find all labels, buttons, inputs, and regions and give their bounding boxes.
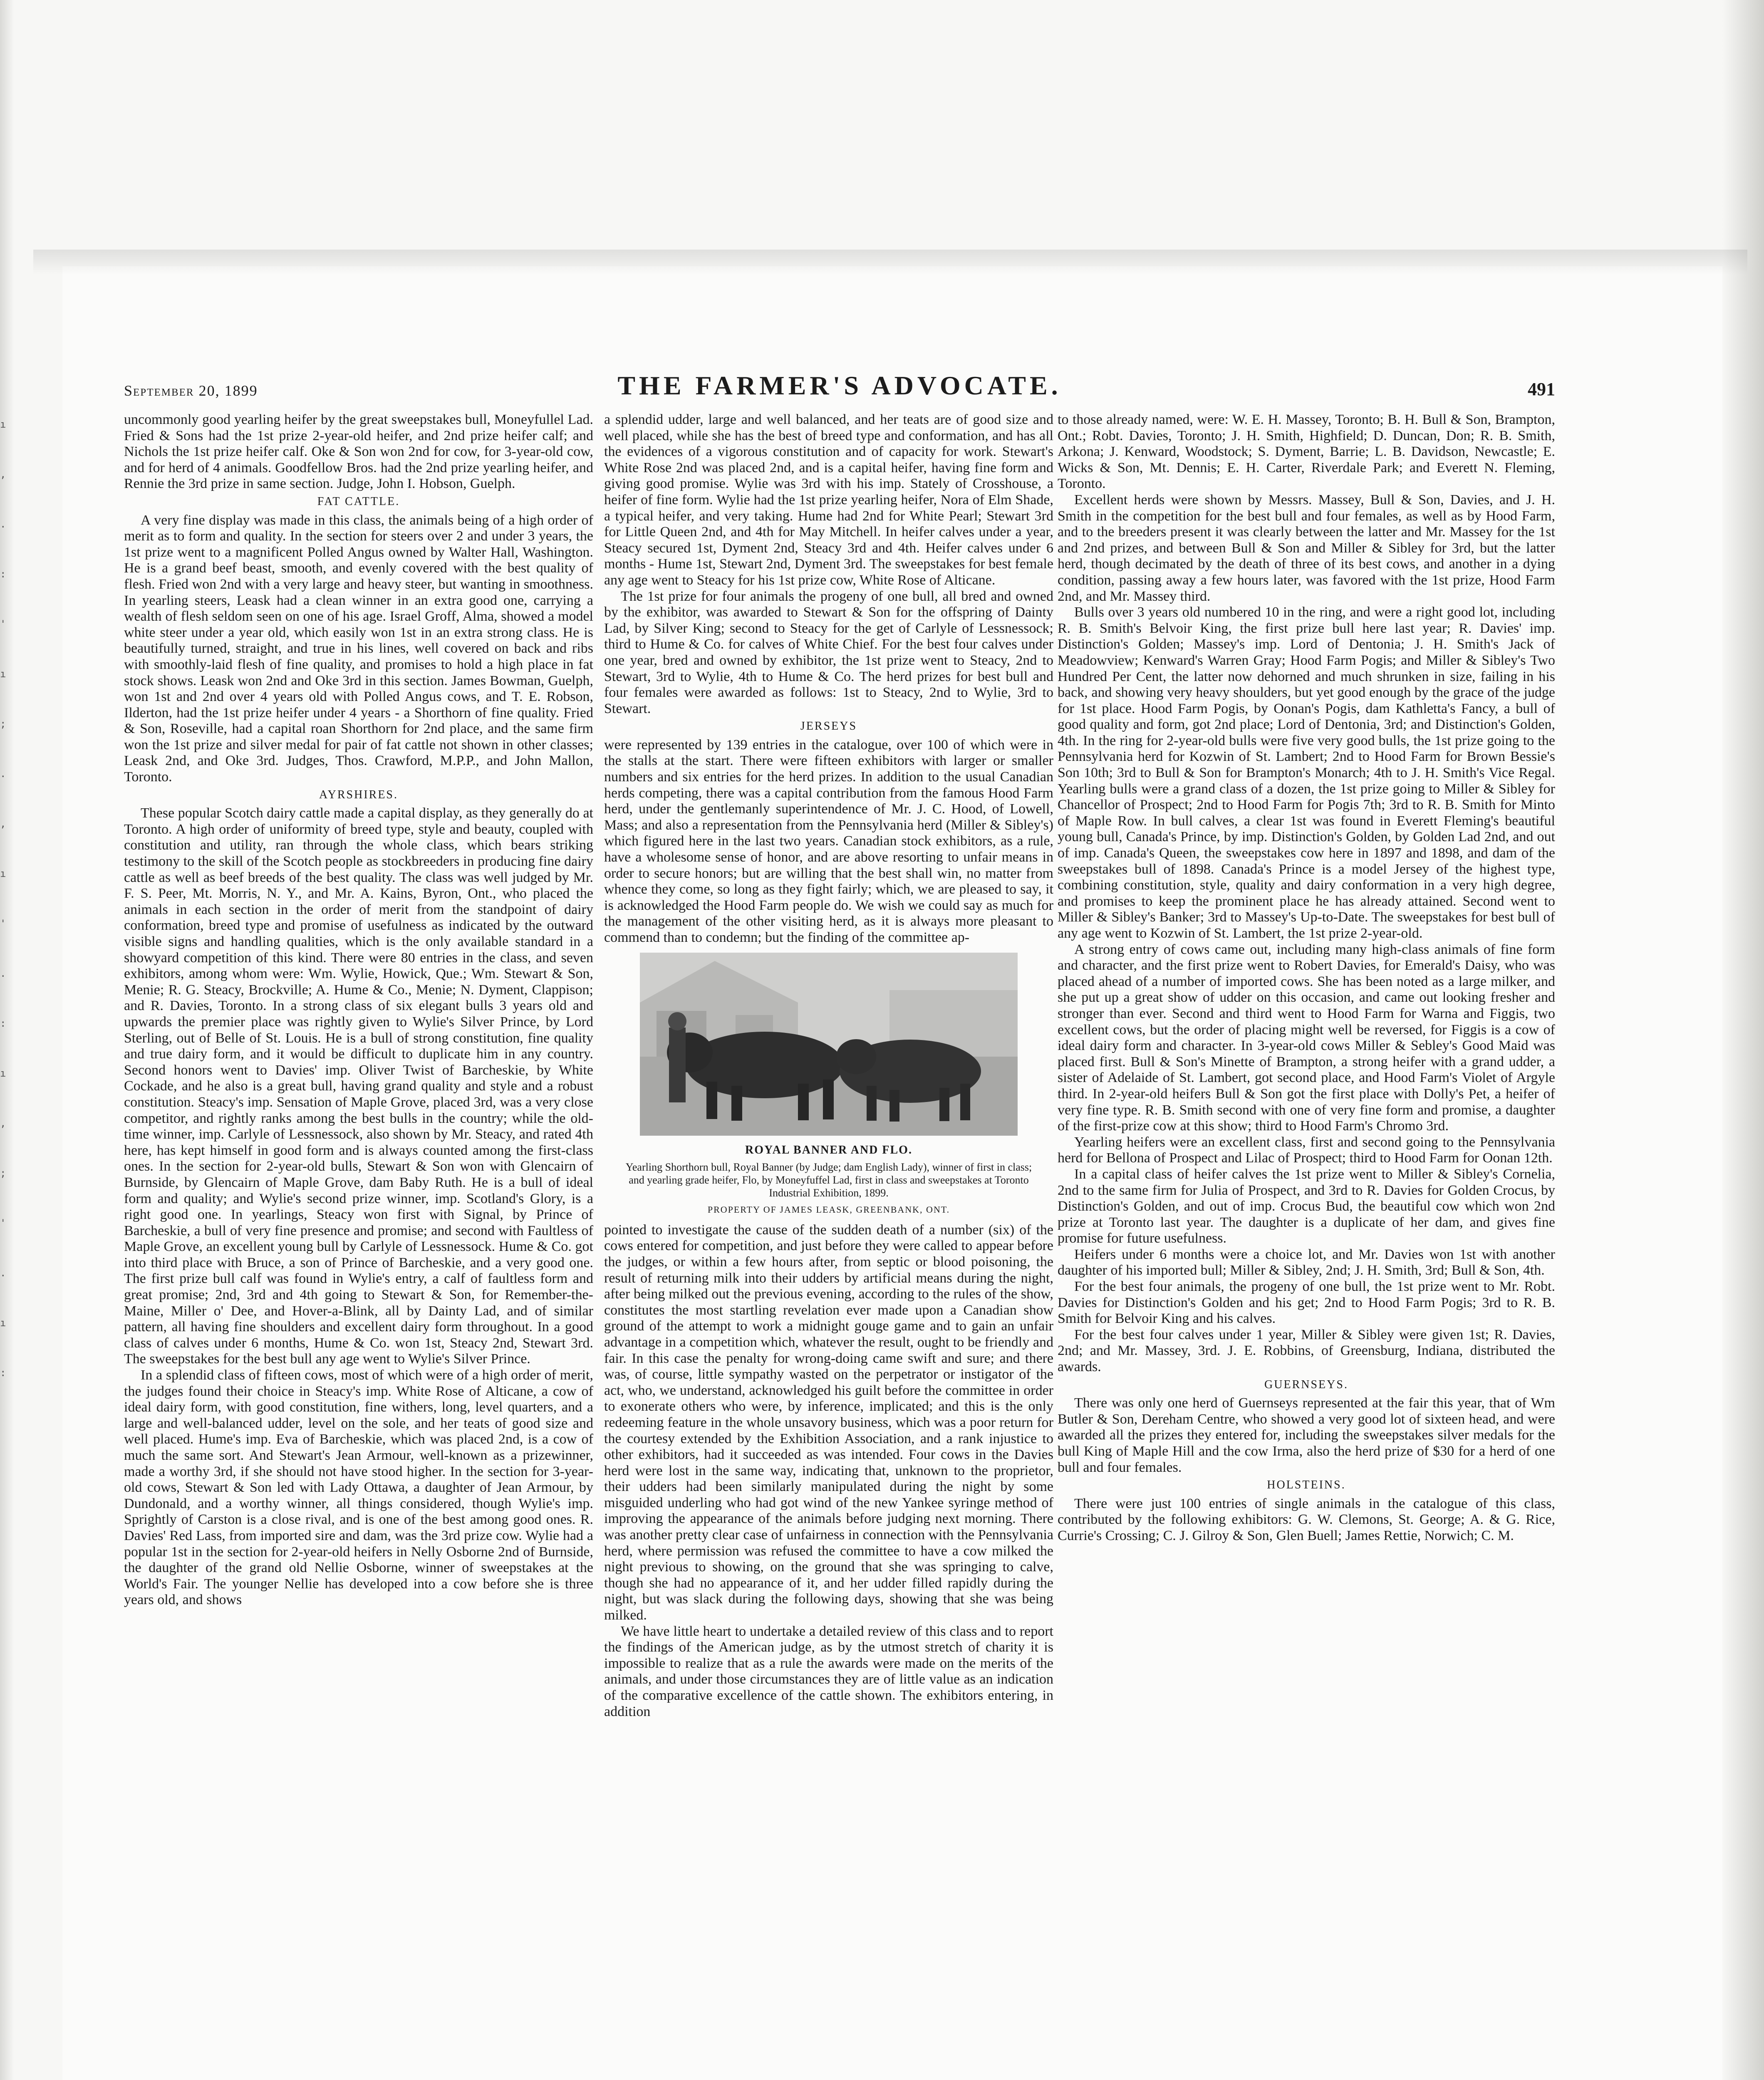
scan-right-edge <box>1722 0 1764 2080</box>
paragraph: Yearling heifers were an excellent class, first and second going to the Pennsylvania herd for Bellona of Prospect and Lilac of Prospect; third to Hood Farm for Oonan 12th. <box>1058 1134 1555 1166</box>
scan-top-shadow <box>33 250 1747 275</box>
paragraph: There were just 100 entries of single animals in the catalogue of this class, contributed by the following exhibitors: G. W. Clemons, St. George; A. & G. Rice, Currie's Crossing; C. J. Gilroy & Son, Glen Buell; James Rettie, Norwich; C. M. <box>1058 1496 1555 1543</box>
paragraph: Heifers under 6 months were a choice lot, and Mr. Davies won 1st with another daughter of his imported bull; Miller & Sibley, 2nd; J. H. Smith, 3rd; Bull & Son, 4th. <box>1058 1246 1555 1278</box>
paragraph: In a capital class of heifer calves the 1st prize went to Miller & Sibley's Cornelia, 2nd to the same firm for Julia of Prospect, and 3rd to R. Davies for Golden Crocus, by Distinction's Golden, and out of imp. Crocus Bud, the beautiful cow which won 2nd prize at Toronto last year. The daughter is a duplicate of her dam, and gives fine promise for future usefulness. <box>1058 1166 1555 1246</box>
cattle-photo <box>640 953 1018 1136</box>
paragraph: A strong entry of cows came out, including many high-class animals of fine form and character, and the first prize went to Robert Davies, for Emerald's Daisy, who was placed ahead of a number of imported cows. She has been noted as a large milker, and she put up a great show of udder on this occasion, and came out looking fresher and stronger than ever. Second and third went to Hood Farm for Warna and Figgis, two excellent cows, but the order of placing might well be reversed, for Figgis is a cow of ideal dairy form and character. In 3-year-old cows Miller & Sebley's Good Maid was placed first. Bull & Son's Minette of Brampton, a strong heifer with a grand udder, a sister of Adelaide of St. Lambert, got second place, and Hood Farm's Violet of Argyle third. In 2-year-old heifers Bull & Son got the first place with Dolly's Pet, a heifer of very fine type. R. B. Smith second with one of very fine form and promise, a daughter of the first-prize cow at this show; third to Hood Farm's Chromo 3rd. <box>1058 941 1555 1134</box>
photo-caption-credit: PROPERTY OF JAMES LEASK, GREENBANK, ONT. <box>707 1204 950 1215</box>
running-head <box>124 370 1555 408</box>
column-3 <box>1058 412 1555 2080</box>
paragraph: For the best four animals, the progeny of one bull, the 1st prize went to Mr. Robt. Davies for Distinction's Golden and his get; 2nd to Hood Farm Pogis; 3rd to R. B. Smith for Belvoir King and his calves. <box>1058 1279 1555 1327</box>
column-2 <box>604 412 1053 2080</box>
photo-caption-title: ROYAL BANNER AND FLO. <box>745 1143 912 1156</box>
photo-figure <box>604 953 1053 1218</box>
paragraph: were represented by 139 entries in the catalogue, over 100 of which were in the stalls at the start. There were fifteen exhibitors with larger or smaller numbers and six entries for the herd prizes. In addition to the usual Canadian herds competing, there was a capital contribution from the famous Hood Farm herd, under the gentlemanly superintendence of Mr. J. C. Hood, of Lowell, Mass; and also a representation from the Pennsylvania herd (Miller & Sibley's) which figured here in the last two years. Canadian stock exhibitors, as a rule, have a wholesome sense of honor, and are above resorting to unfair means in order to secure honors; but are willing that the best shall win, no matter from whence they come, so long as they fight fairly; which, we are pleased to say, it is acknowledged the Hood Farm people do. We wish we could say as much for the management of the other visiting herd, as it is always more pleasant to commend than to condemn; but the finding of the committee ap- <box>604 737 1053 945</box>
section-heading-jerseys: JERSEYS <box>800 720 857 733</box>
paragraph: These popular Scotch dairy cattle made a capital display, as they generally do at Toronto. A high order of uniformity of breed type, style and beauty, coupled with constitution and utility, ran through the whole class, which bears striking testimony to the skill of the Scotch people as stockbreeders in producing fine dairy cattle as well as beef breeds of the best quality. The class was well judged by Mr. F. S. Peer, Mt. Morris, N. Y., and Mr. A. Kains, Byron, Ont., who placed the animals in each section in the order of merit from the standpoint of dairy conformation, breed type and promise of usefulness as indicated by the outward visible signs and handling qualities, which is the only available standard in a showyard competition of this kind. There were 80 entries in the class, and seven exhibitors, among whom were: Wm. Wylie, Howick, Que.; Wm. Stewart & Son, Menie; R. G. Steacy, Brockville; A. Hume & Co., Menie; N. Dyment, Clappison; and R. Davies, Toronto. In a strong class of six elegant bulls 3 years old and upwards the premier place was rightly given to Wylie's Silver Prince, by Lord Sterling, out of Belle of St. Louis. He is a bull of strong constitution, fine quality and true dairy form, and it would be difficult to duplicate him in any country. Second honors went to Davies' imp. Oliver Twist of Barcheskie, by White Cockade, and he also is a great bull, having grand quality and style and a robust constitution. Steacy's imp. Sensation of Maple Grove, placed 3rd, was a very close competitor, and rightly ranks among the best bulls in the country; while the old-time winner, imp. Carlyle of Lessnessock, also shown by Mr. Steacy, and rated 4th here, has kept himself in good form and is always counted among the first-class ones. In the section for 2-year-old bulls, Stewart & Son won with Glencairn of Burnside, by Glencairn of Maple Grove, dam Baby Ruth. He is a bull of ideal form and quality; and Wylie's second prize winner, imp. Scotland's Glory, is a right good one. In yearlings, Steacy won first with Signal, by Prince of Barcheskie, a bull of very fine presence and promise; and second with Faultless of Maple Grove, an excellent young bull by Carlyle of Lessnessock. Hume & Co. got into third place with Bruce, a son of Prince of Barcheskie, and a very good one. The first prize bull calf was found in Wylie's entry, a calf of faultless form and great promise; 2nd, 3rd and 4th going to Stewart & Son, for Remember-the-Maine, Miller o' Dee, and Hover-a-Blink, all by Dainty Lad, and of similar pattern, all having fine shoulders and excellent dairy form throughout. In a good class of calves under 6 months, Hume & Co. won 1st, Steacy 2nd, Stewart 3rd. The sweepstakes for the best bull any age went to Wylie's Silver Prince. <box>124 805 593 1367</box>
masthead-title: THE FARMER'S ADVOCATE. <box>617 371 1062 400</box>
paragraph: For the best four calves under 1 year, Miller & Sibley were given 1st; R. Davies, 2nd; and Mr. Massey, 3rd. J. E. Robbins, of Greensburg, Indiana, distributed the awards. <box>1058 1327 1555 1375</box>
section-heading-ayrshires: AYRSHIRES. <box>319 788 398 801</box>
paragraph: The 1st prize for four animals the progeny of one bull, all bred and owned by the exhibitor, was awarded to Stewart & Son for the offspring of Dainty Lad, by Silver King; second to Steacy for the get of Carlyle of Lessnessock; third to Hume & Co. for calves of White Chief. For the best four calves under one year, bred and owned by exhibitor, the 1st prize went to Steacy, 2nd to Stewart, 3rd to Wylie, 4th to Hume & Co. The herd prizes for best bull and four females were awarded as follows: 1st to Steacy, 2nd to Wylie, 3rd to Stewart. <box>604 588 1053 716</box>
section-heading-holsteins: HOLSTEINS. <box>1267 1478 1346 1492</box>
paragraph: A very fine display was made in this class, the animals being of a high order of merit as to form and quality. In the section for steers over 2 and under 3 years, the 1st prize went to a magnificent Polled Angus owned by Walter Hall, Washington. He is a grand beef beast, smooth, and evenly covered with the best quality of flesh. Fried won 2nd with a very large and heavy steer, but wanting in smoothness. In yearling steers, Leask had a clean winner in an extra good one, carrying a wealth of flesh seldom seen on one of his age. Israel Groff, Alma, showed a model white steer under a year old, which easily won 1st in an extra strong class. He is beautifully turned, straight, and true in his lines, well covered on back and ribs with smoothly-laid flesh of fine quality, and promises to hold a high place in fat stock shows. Leask won 2nd and Oke 3rd in this section. James Bowman, Guelph, won 1st and 2nd over 4 years old with Polled Angus cows, and T. E. Robson, Ilderton, had the 1st prize heifer under 4 years - a Shorthorn of fine quality. Fried & Son, Roseville, had a capital roan Shorthorn for 2nd place, and the same firm won the 1st prize and silver medal for pair of fat cattle not shown in other classes; Leask 2nd, and Oke 3rd. Judges, Thos. Crawford, M.P.P., and John Mallon, Toronto. <box>124 512 593 785</box>
page-number: 491 <box>1528 379 1555 399</box>
paragraph: We have little heart to undertake a detailed review of this class and to report the findings of the American judge, as by the utmost stretch of charity it is impossible to realize that as a rule the awards were made on the merits of the animals, and under those circumstances they are of little value as an indication of the comparative excellence of the cattle shown. The exhibitors entering, in addition <box>604 1623 1053 1719</box>
column-1 <box>124 412 593 2080</box>
section-heading-guernseys: GUERNSEYS. <box>1264 1378 1348 1391</box>
header-date: September 20, 1899 <box>124 382 258 399</box>
margin-debris: ı , . : ' ı ; . , ı ' . : ı , ; ' . ı : <box>0 418 6 1379</box>
paragraph: In a splendid class of fifteen cows, most of which were of a high order of merit, the judges found their choice in Steacy's imp. White Rose of Alticane, a cow of ideal dairy form, with good constitution, fine withers, long, level quarters, and a large and well-balanced udder, level on the sole, and her teats of good size and well placed. Hume's imp. Eva of Barcheskie, which was placed 2nd, is a cow of much the same sort. And Stewart's Jean Armour, well-known as a prizewinner, made a worthy 3rd, if she should not have stood higher. In the section for 3-year-old cows, Stewart & Son led with Lady Ottawa, a daughter of Jean Armour, by Dundonald, and a worthy winner, all things considered, though Wylie's imp. Sprightly of Carston is a close rival, and is one of the best among good ones. R. Davies' Red Lass, from imported sire and dam, was the 3rd prize cow. Wylie had a popular 1st in the section for 2-year-old heifers in Nelly Osborne 2nd of Burnside, the daughter of the grand old Nellie Osborne, winner of sweepstakes at the World's Fair. The younger Nellie has developed into a cow before she is three years old, and shows <box>124 1367 593 1608</box>
paragraph: Bulls over 3 years old numbered 10 in the ring, and were a right good lot, including R. B. Smith's Belvoir King, the first prize bull here last year; R. Davies' imp. Distinction's Golden; Massey's imp. Lord of Dentonia; J. H. Smith's Jack of Meadowview; Kenward's Warren Gray; Hood Farm Pogis; and Miller & Sibley's Two Hundred Per Cent, the latter now dehorned and much shrunken in size, failing in his back, and showing very heavy shoulders, but yet good enough by the grace of the judge for 1st place. Hood Farm Pogis, by Oonan's Pogis, dam Kathletta's Fancy, a bull of good quality and form, got 2nd place; Lord of Dentonia, 3rd; and Distinction's Golden, 4th. In the ring for 2-year-old bulls were five very good bulls, the 1st prize going to the Pennsylvania herd for Kozwin of St. Lambert; 2nd to Hood Farm for Brown Bessie's Son 10th; 3rd to Bull & Son for Brampton's Monarch; 4th to J. H. Smith's Vice Regal. Yearling bulls were a grand class of a dozen, the 1st prize going to Miller & Sibley for Chancellor of Prospect; 2nd to Hood Farm for Pogis 7th; 3rd to R. B. Smith for Minto of Maple Row. In bull calves, a clear 1st was found in Everett Fleming's beautiful young bull, Canada's Prince, by imp. Distinction's Golden, by Golden Lad 2nd, and out of imp. Canada's Queen, the sweepstakes cow here in 1897 and 1898, and dam of the sweepstakes bull of 1898. Canada's Prince is a model Jersey of the highest type, combining constitution, style, quality and dairy conformation in a very high degree, and promises to keep the prominent place he has already attained. Second went to Miller & Sibley's Banker; 3rd to Massey's Up-to-Date. The sweepstakes for best bull of any age went to Kozwin of St. Lambert, the 1st prize 2-year-old. <box>1058 604 1555 941</box>
paragraph: to those already named, were: W. E. H. Massey, Toronto; B. H. Bull & Son, Brampton, Ont.; Robt. Davies, Toronto; J. H. Smith, Highfield; D. Duncan, Don; R. B. Smith, Arkona; J. Kenward, Woodstock; S. Dyment, Barrie; L. B. Davidson, Newcastle; E. Wicks & Son, Mt. Dennis; E. H. Carter, Riverdale Park; and Everett N. Fleming, Toronto. <box>1058 412 1555 492</box>
section-heading-fat-cattle: FAT CATTLE. <box>317 495 400 508</box>
cattle-photo-illustration <box>640 953 1018 1136</box>
photo-caption-body: Yearling Shorthorn bull, Royal Banner (by Judge; dam English Lady), winner of first in class; and yearling grade heifer, Flo, by Moneyfuffel Lad, first in class and sweepstakes at Toronto Industrial Exhibition, 1899. <box>625 1161 1032 1199</box>
paragraph: There was only one herd of Guernseys represented at the fair this year, that of Wm Butler & Son, Dereham Centre, who showed a very good lot of sixteen head, and were awarded all the prizes they entered for, including the sweepstakes silver medals for the bull King of Maple Hill and the cow Irma, also the herd prize of $30 for a herd of one bull and four females. <box>1058 1395 1555 1475</box>
paragraph: pointed to investigate the cause of the sudden death of a number (six) of the cows entered for competition, and just before they were called to appear before the judges, or within a few hours after, from septic or blood poisoning, the result of returning milk into their udders by artificial means during the night, after being milked out the previous evening, according to the rules of the show, constitutes the most startling revelation ever made upon a Canadian show ground of the attempt to work a midnight gouge game and to gain an unfair advantage in a competition which, whatever the result, ought to be friendly and fair. In this case the penalty for wrong-doing came swift and sure; and there was, of course, little sympathy wasted on the perpetrator or instigator of the act, who, we understand, acknowledged his guilt before the committee in order to exonerate others who were, by inference, implicated; and this is the only redeeming feature in the whole unsavory business, which was a poor return for the courtesy extended by the Exhibition Association, and a rank injustice to other exhibitors, had it succeeded as was intended. Four cows in the Davies herd were lost in the same way, indicating that, unknown to the proprietor, their udders had been similarly manipulated during the night by some misguided underling who had got wind of the new Yankee syringe method of improving the appearance of the animals before judging next morning. There was another pretty clear case of unfairness in connection with the Pennsylvania herd, where permission was refused the committee to have a cow milked the night previous to showing, on the ground that she was springing to calve, though she had no appearance of it, and her udder filled rapidly during the night, but was slack during the following days, showing that she was being milked. <box>604 1222 1053 1623</box>
paragraph: a splendid udder, large and well balanced, and her teats are of good size and well placed, while she has the best of breed type and conformation, and has all the evidences of a vigorous constitution and of capacity for work. Stewart's White Rose 2nd was placed 2nd, and is a capital heifer, having fine form and giving good promise. Wylie was 3rd with his imp. Stately of Crosshouse, a heifer of fine form. Wylie had the 1st prize yearling heifer, Nora of Elm Shade, a typical heifer, and very taking. Hume had 2nd for White Pearl; Stewart 3rd for Little Queen 2nd, and 4th for May Mitchell. In heifer calves under a year, Steacy secured 1st, Dyment 2nd, Steacy 3rd and 4th. Heifer calves under 6 months - Hume 1st, Stewart 2nd, Dyment 3rd. The sweepstakes for best female any age went to Steacy for his 1st prize cow, White Rose of Alticane. <box>604 412 1053 588</box>
paragraph: uncommonly good yearling heifer by the great sweepstakes bull, Moneyfullel Lad. Fried & Sons had the 1st prize 2-year-old heifer, and 2nd prize heifer calf; and Nichols the 1st prize heifer calf. Oke & Son won 2nd for cow, for 3-year-old cow, and for herd of 4 animals. Goodfellow Bros. had the 2nd prize yearling heifer, and Rennie the 3rd prize in same section. Judge, John I. Hobson, Guelph. <box>124 412 593 492</box>
paragraph: Excellent herds were shown by Messrs. Massey, Bull & Son, Davies, and J. H. Smith in the competition for the best bull and four females, as well as by Hood Farm, and to the breeders present it was clearly between the latter and Mr. Massey for the 1st and 2nd prizes, and between Bull & Son and Miller & Sibley for 3rd, but the latter herd, though decimated by the death of three of its best cows, and another in a dying condition, passing away a few hours later, was favored with the 1st prize, Hood Farm 2nd, and Mr. Massey third. <box>1058 492 1555 604</box>
